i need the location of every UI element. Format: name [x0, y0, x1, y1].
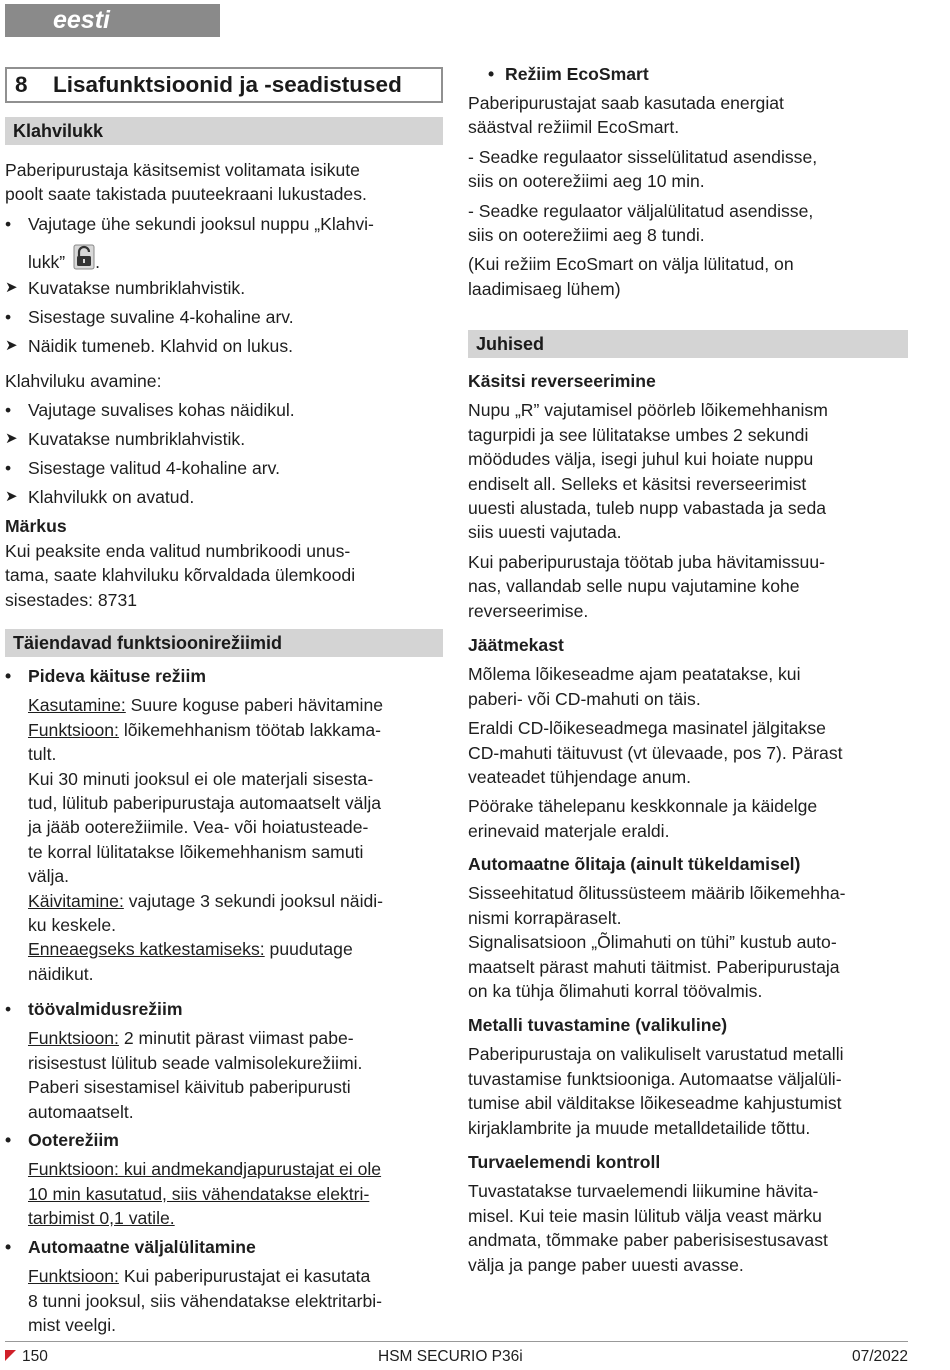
mode-ecosmart: • Režiim EcoSmart	[488, 64, 649, 84]
unlock-heading: Klahviluku avamine:	[5, 371, 162, 391]
result-item: ➤ Kuvatakse numbriklahvistik.	[5, 427, 443, 451]
stop-section: Jäätmekast Mõlema lõikeseadme ajam peatatakse, kui paberi- või CD-mahuti on täis. Eraldi CD-lõikeseadmega masinatel jälgitakse CD-mahuti täituvust (vt ülevaade, pos 7). Pärast veateadet tühjendage anum. Pöörake tähelepanu keskkonnale ja käidelge erinevaid materjale eraldi.	[468, 635, 843, 841]
section-heading-modes: Täiendavad funktsioonirežiimid	[5, 629, 443, 657]
document-date: 07/2022	[852, 1348, 909, 1365]
metal-section: Metalli tuvastamine (valikuline) Paberipurustaja on valikuliselt varustatud metalli tuvastamise funktsiooniga. Automaatse väljalüli- tumise abil välditakse lõikeseadme kahjustumist kirjaklambrite ja muude metalldetailide tõttu.	[468, 1015, 844, 1138]
ecosmart-text: Paberipurustajat saab kasutada energiat säästval režiimil EcoSmart. - Seadke regulaator sisselülitatud asendisse, siis on ooterežiimi aeg 10 min. - Seadke regulaator väljalülitatud asendisse, siis on ooterežiimi aeg 8 tundi. (Kui režiim EcoSmart on välja lülitatud, on laadimisaeg lühem)	[468, 93, 818, 299]
result-item: ➤ Näidik tumeneb. Klahvid on lukus.	[5, 334, 443, 358]
list-item: • Vajutage suvalises kohas näidikul.	[5, 400, 295, 420]
chapter-heading	[5, 67, 443, 103]
result-item: ➤ Klahvilukk on avatud.	[5, 485, 443, 509]
arrow-icon: ➤	[5, 279, 18, 296]
oiler-section: Automaatne õlitaja (ainult tükeldamisel) Sisseehitatud õlitussüsteem määrib lõikemehha- nismi korrapäraselt. Signalisatsioon „Õlimahuti on tühi” kustub auto- maatselt pärast mahuti täitmist. Paberipurustaja on ka tühja õlimahuti korral töövalmis.	[468, 854, 846, 1002]
list-item: lukk” .	[5, 244, 443, 276]
page-number: 150	[5, 1346, 48, 1368]
mode-ready: • töövalmidusrežiim Funktsioon: 2 minutit pärast viimast pabe- risisestust lülitub seade valmisolekurežiimi. Paberi sisestamisel käivitub paberipurusti automaatselt.	[5, 999, 363, 1122]
language-tab: eesti	[5, 4, 220, 37]
safety-section: Turvaelemendi kontroll Tuvastatakse turvaelemendi liikumine hävita- misel. Kui teie masin lülitub välja veast märku andmata, tõmmake paber paberisisestusavast välja ja pange paber uuesti avasse.	[468, 1152, 828, 1275]
list-item: • Vajutage ühe sekundi jooksul nuppu „Klahvi-	[5, 214, 374, 234]
mode-continuous: • Pideva käituse režiim Kasutamine: Suure koguse paberi hävitamine Funktsioon: lõikemehhanism töötab lakkama- tult. Kui 30 minuti jooksul ei ole materjali sisesta- tud, lülitub paberipurustaja automaatselt välja ja jääb ooterežiimile. Vea- või hoiatusteade- te korral lülitatakse lõikemehhanism samuti välja. Käivitamine: vajutage 3 sekundi jooksul näidi- ku keskele. Enneaegseks katkestamiseks: puudutage näidikut.	[5, 666, 384, 984]
list-item: • Sisestage suvaline 4-kohaline arv.	[5, 307, 294, 327]
product-name: HSM SECURIO P36i	[378, 1348, 523, 1365]
section-heading-juhised: Juhised	[468, 330, 908, 358]
note-heading: Märkus	[5, 516, 67, 536]
arrow-icon: ➤	[5, 337, 18, 354]
list-item: • Sisestage valitud 4-kohaline arv.	[5, 458, 280, 478]
note-text: Kui peaksite enda valitud numbrikoodi unus- tama, saate klahviluku kõrvaldada ülemkoodi sisestades: 8731	[5, 541, 356, 610]
arrow-icon: ➤	[5, 430, 18, 447]
reverse-section: Käsitsi reverseerimine Nupu „R” vajutamisel pöörleb lõikemehhanism tagurpidi ja see lülitatakse umbes 2 sekundi möödudes välja, isegi juhul kui hoiate nuppu endiselt all. Selleks et käsitsi reverseerimist uuesti alustada, tuleb nupp vabastada ja seda siis uuesti vajutada. Kui paberipurustaja töötab juba hävitamissuu- nas, vallandab selle nupu vajutamine kohe reverseerimise.	[468, 371, 828, 621]
footer-rule	[5, 1341, 908, 1342]
mode-standby: • Ooterežiim Funktsioon: kui andmekandjapurustajat ei ole 10 min kasutatud, siis vähendatakse elektri- tarbimist 0,1 vatile.	[5, 1130, 382, 1229]
lock-icon	[73, 244, 95, 276]
corner-marker-icon	[5, 1350, 16, 1361]
arrow-icon: ➤	[5, 488, 18, 505]
mode-autooff: • Automaatne väljalülitamine Funktsioon: Kui paberipurustajat ei kasutata 8 tunni jooksul, siis vähendatakse elektritarbi- mist veelgi.	[5, 1237, 383, 1336]
chapter-title: Lisafunktsioonid ja -seadistused	[53, 72, 402, 97]
section-heading-klahvilukk: Klahvilukk	[5, 117, 443, 145]
chapter-number: 8	[15, 72, 28, 97]
klahvilukk-intro: Paberipurustaja käsitsemist volitamata isikute poolt saate takistada puuteekraani lukustades.	[5, 160, 367, 205]
result-item: ➤ Kuvatakse numbriklahvistik.	[5, 276, 443, 300]
